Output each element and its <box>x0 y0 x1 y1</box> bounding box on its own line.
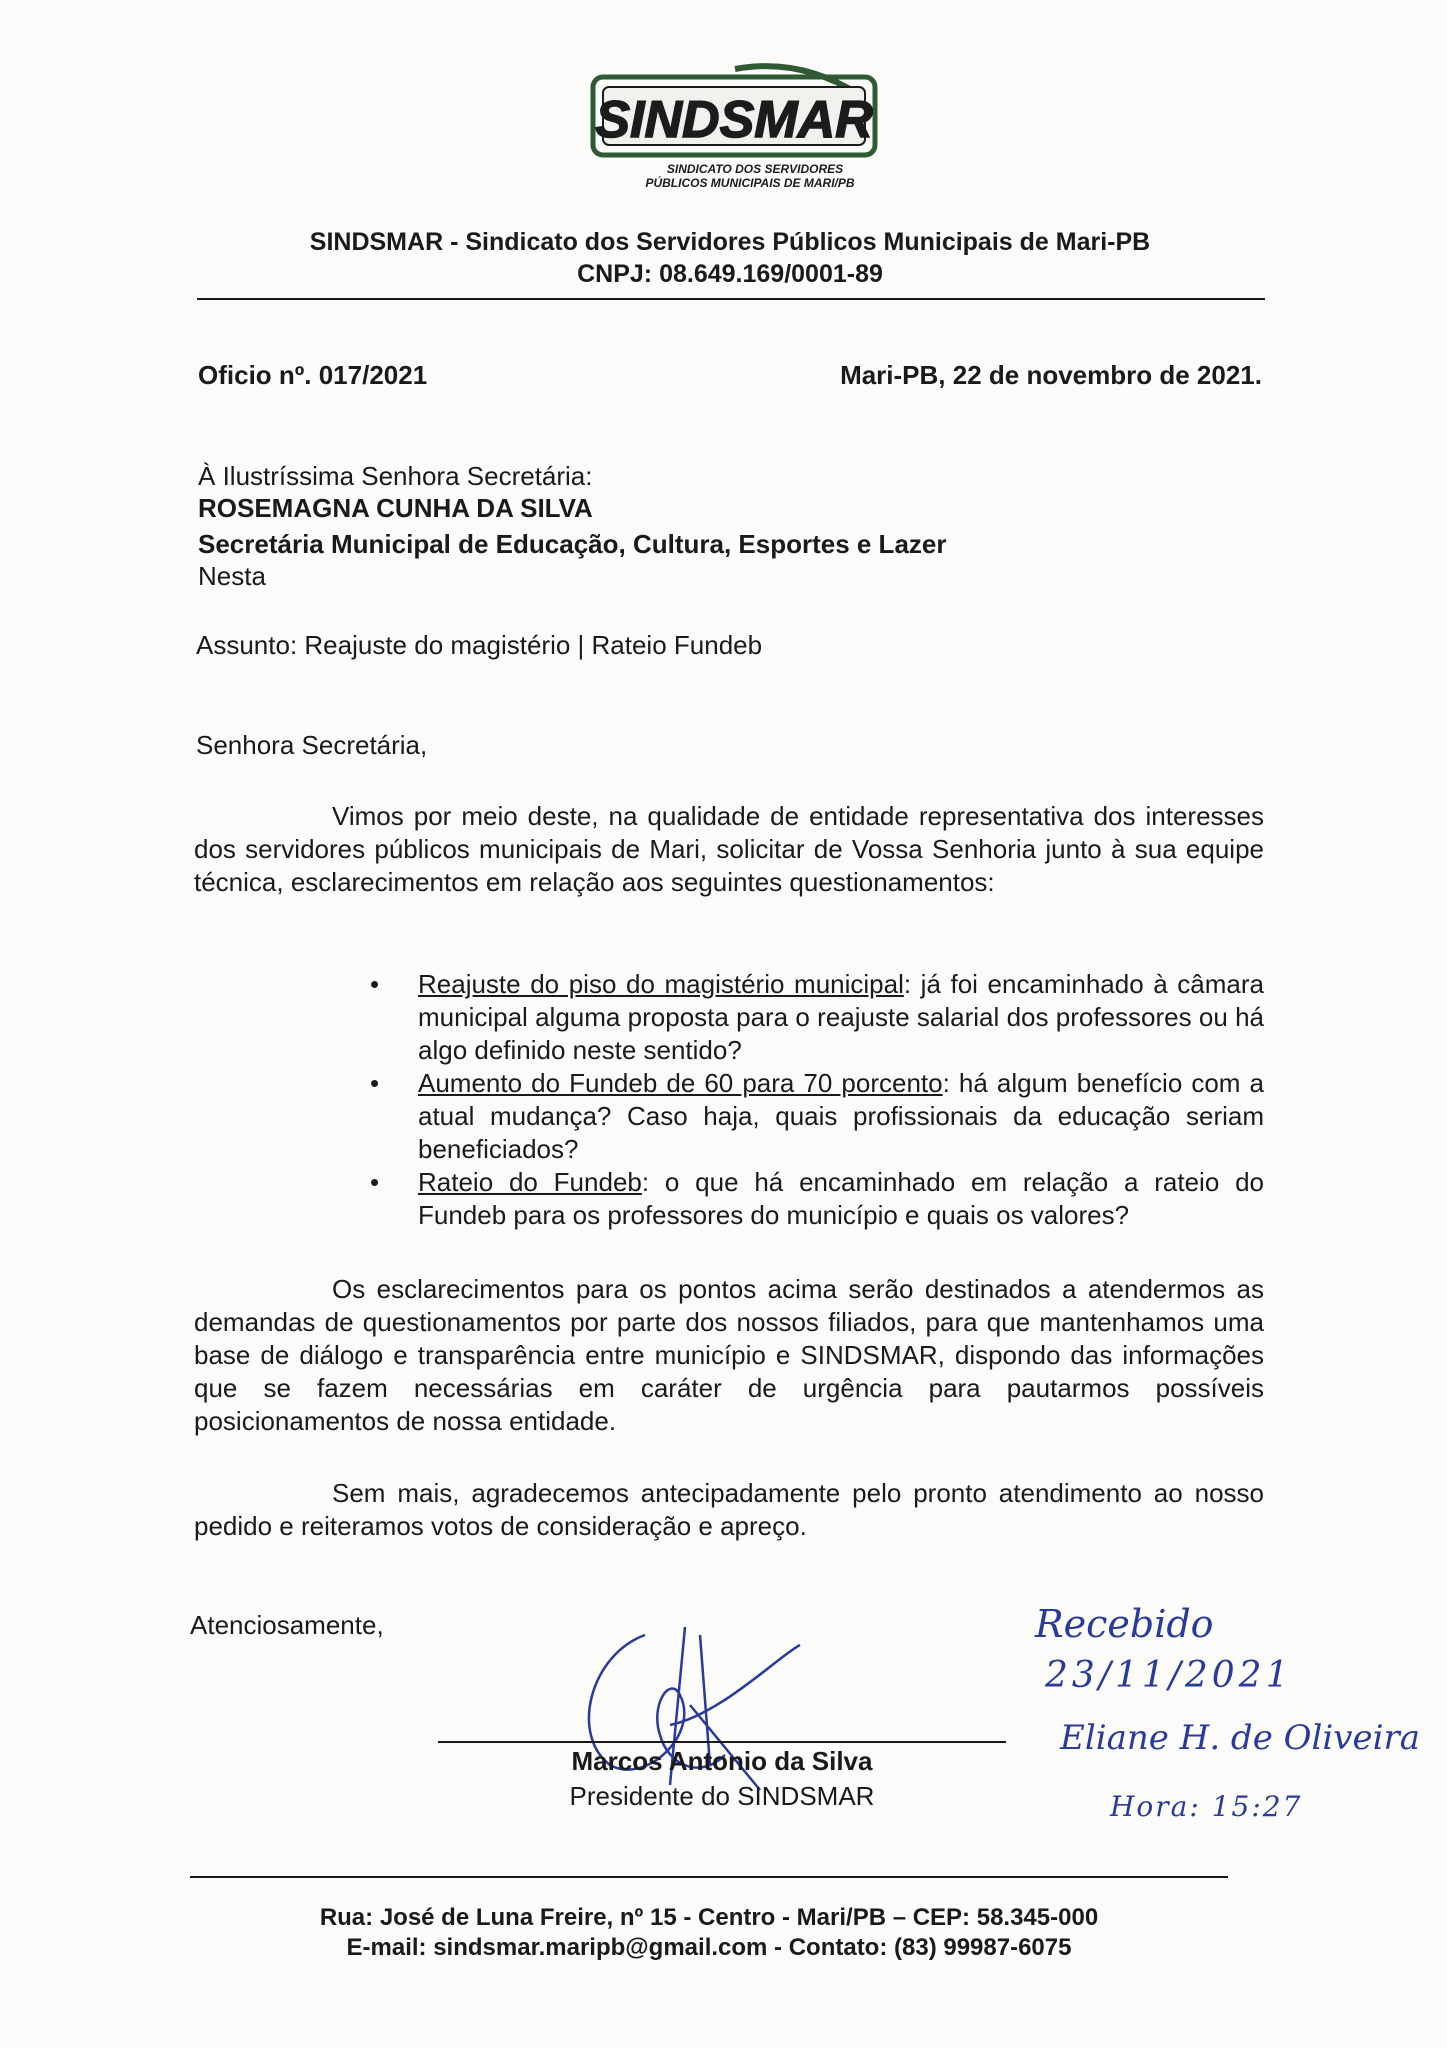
signatory-role: Presidente do SINDSMAR <box>569 1781 875 1811</box>
header-divider <box>197 298 1265 300</box>
subject-line: Assunto: Reajuste do magistério | Rateio Fundeb <box>196 630 763 660</box>
bullet-text: : o que há encaminhado em relação a rateio do Fundeb para os professores do município e quais os valores? <box>418 1167 1264 1230</box>
body-paragraph-3: Sem mais, agradecemos antecipadamente pelo pronto atendimento ao nosso pedido e reiteramos votos de consideração e apreço. <box>194 1478 1264 1541</box>
addressee-locality: Nesta <box>198 561 266 591</box>
bullet-text: : há algum benefício com a atual mudança? Caso haja, quais profissionais da educação seriam beneficiados? <box>418 1068 1264 1164</box>
bullet-topic: Reajuste do piso do magistério municipal <box>418 969 904 999</box>
logo-graphic <box>585 55 885 205</box>
addressee-department: Secretária Municipal de Educação, Cultura, Esportes e Lazer <box>198 529 947 559</box>
closing: Atenciosamente, <box>190 1610 384 1640</box>
letter-date: Mari-PB, 22 de novembro de 2021. <box>840 360 1262 390</box>
addressee-salutation: À Ilustríssima Senhora Secretária: <box>198 461 593 491</box>
logo-tagline-1: SINDICATO DOS SERVIDORES <box>666 162 844 176</box>
org-cnpj: CNPJ: 08.649.169/0001-89 <box>577 260 883 288</box>
signature-line <box>438 1741 1006 1743</box>
logo-tagline-2: PÚBLICOS MUNICIPAIS DE MARI/PB <box>645 176 855 190</box>
addressee-name: ROSEMAGNA CUNHA DA SILVA <box>198 493 593 523</box>
receipt-signer: Eliane H. de Oliveira <box>1060 1718 1420 1758</box>
receipt-received: Recebido <box>1035 1602 1214 1646</box>
signatory-name: Marcos Antonio da Silva <box>571 1746 873 1776</box>
body-paragraph-1: Vimos por meio deste, na qualidade de entidade representativa dos interesses dos servidores públicos municipais de Mari, solicitar de Vossa Senhoria junto à sua equipe técnica, esclarecimentos em relação aos seguintes questionamentos: <box>194 801 1264 897</box>
body-paragraph-2: Os esclarecimentos para os pontos acima serão destinados a atendermos as demandas de questionamentos por parte dos nossos filiados, para que mantenhamos uma base de diálogo e transparência entre município e SINDSMAR, dispondo das informações que se fazem necessárias em caráter de urgência para pautarmos possíveis posicionamentos de nossa entidade. <box>194 1274 1264 1436</box>
questions-list <box>370 968 1264 1232</box>
logo-wordmark: SINDSMAR <box>595 91 873 149</box>
oficio-number: Oficio nº. 017/2021 <box>198 360 428 390</box>
receipt-time: Hora: 15:27 <box>1110 1790 1303 1823</box>
footer-divider <box>190 1876 1228 1878</box>
bullet-topic: Rateio do Fundeb <box>418 1167 642 1197</box>
greeting: Senhora Secretária, <box>196 730 428 760</box>
list-item <box>418 1166 1264 1232</box>
footer-contact: E-mail: sindsmar.maripb@gmail.com - Contato: (83) 99987-6075 <box>346 1934 1072 1961</box>
list-item <box>418 968 1264 1067</box>
footer-address: Rua: José de Luna Freire, nº 15 - Centro - Mari/PB – CEP: 58.345-000 <box>319 1904 1099 1931</box>
org-name: SINDSMAR - Sindicato dos Servidores Públicos Municipais de Mari-PB <box>309 228 1151 256</box>
list-item <box>418 1067 1264 1166</box>
receipt-date: 23/11/2021 <box>1045 1655 1293 1696</box>
sindsmar-logo <box>585 55 885 205</box>
bullet-text: : já foi encaminhado à câmara municipal alguma proposta para o reajuste salarial dos professores ou há algo definido neste sentido? <box>418 969 1264 1065</box>
bullet-topic: Aumento do Fundeb de 60 para 70 porcento <box>418 1068 943 1098</box>
